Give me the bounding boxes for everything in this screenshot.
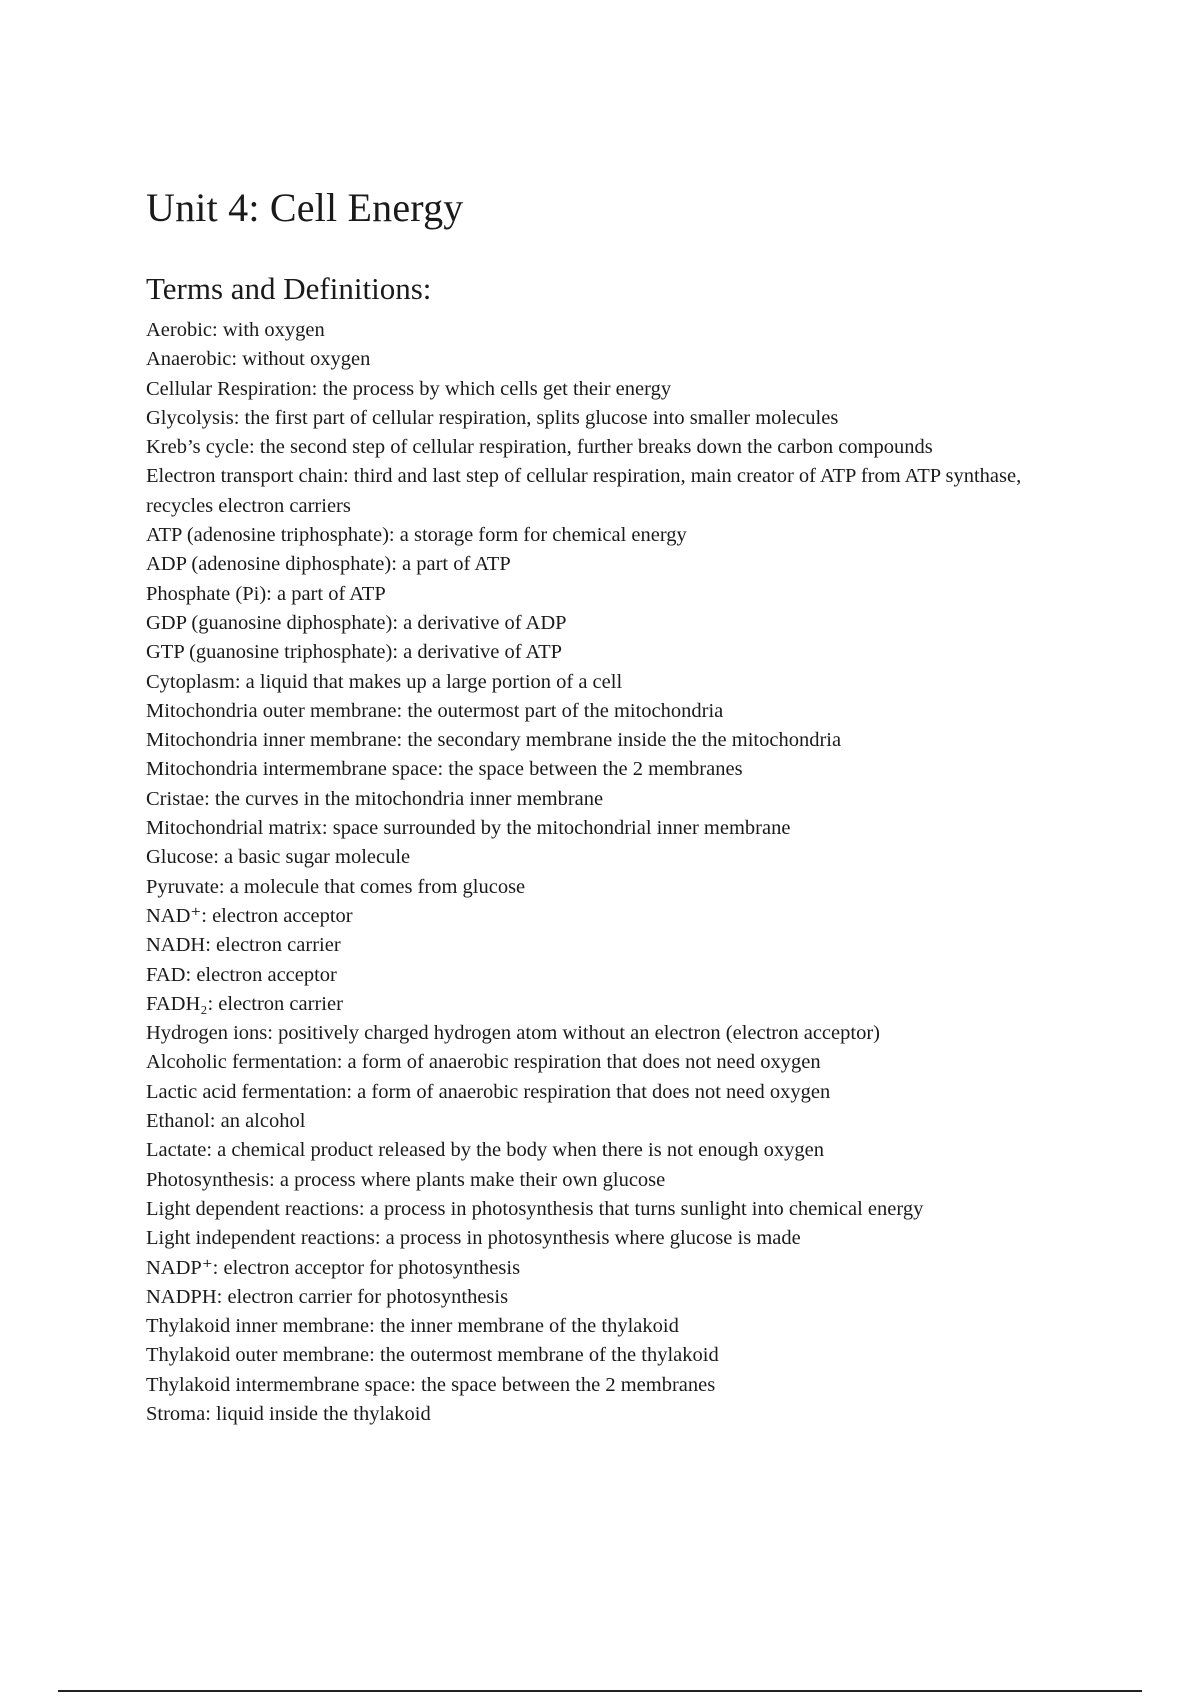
term-definition: electron acceptor xyxy=(212,904,353,927)
terms-list xyxy=(146,316,1046,1429)
term-item: Thylakoid outer membrane: the outermost membrane of the thylakoid xyxy=(146,1344,719,1367)
term-definition: a part of ATP xyxy=(276,582,386,605)
section-heading: Terms and Definitions: xyxy=(146,271,432,306)
term-name: ATP (adenosine triphosphate) xyxy=(146,524,389,547)
term-item: Anaerobic: without oxygen xyxy=(146,348,371,371)
term-definition: the outermost membrane of the thylakoid xyxy=(379,1344,719,1367)
term-item: NADP⁺: electron acceptor for photosynthesis xyxy=(146,1256,521,1279)
term-name: Electron transport chain xyxy=(146,465,343,488)
term-item: Lactate: a chemical product released by the body when there is not enough oxygen xyxy=(146,1139,824,1162)
term-item: NADH: electron carrier xyxy=(146,934,341,957)
term-name: ADP (adenosine diphosphate) xyxy=(146,553,392,576)
term-name: GTP (guanosine triphosphate) xyxy=(146,641,393,664)
term-item: Mitochondrial matrix: space surrounded by the mitochondrial inner membrane xyxy=(146,817,791,840)
term-item: Ethanol: an alcohol xyxy=(146,1110,306,1133)
term-name: Lactic acid fermentation xyxy=(146,1080,347,1103)
term-definition: electron carrier xyxy=(216,934,341,957)
term-item: Thylakoid inner membrane: the inner membrane of the thylakoid xyxy=(146,1315,679,1338)
term-name: Phosphate (Pi) xyxy=(146,582,267,605)
term-item: Thylakoid intermembrane space: the space between the 2 membranes xyxy=(146,1373,716,1396)
term-definition: the curves in the mitochondria inner membrane xyxy=(214,787,604,810)
term-name: Light independent reactions xyxy=(146,1227,375,1250)
term-definition: electron acceptor xyxy=(196,963,337,986)
term-definition: a chemical product released by the body when there is not enough oxygen xyxy=(217,1139,824,1162)
term-name: GDP (guanosine diphosphate) xyxy=(146,611,393,634)
term-definition: a liquid that makes up a large portion of a cell xyxy=(245,670,623,693)
term-definition: the space between the 2 membranes xyxy=(420,1373,716,1396)
term-name: Cytoplasm xyxy=(146,670,235,693)
term-item: Glucose: a basic sugar molecule xyxy=(146,846,411,869)
term-item: NAD⁺: electron acceptor xyxy=(146,904,353,927)
term-name: Hydrogen ions xyxy=(146,1022,268,1045)
term-item: Alcoholic fermentation: a form of anaerobic respiration that does not need oxygen xyxy=(146,1051,821,1074)
term-name: Cristae xyxy=(146,787,205,810)
term-definition: space surrounded by the mitochondrial inner membrane xyxy=(332,817,791,840)
term-item: Kreb’s cycle: the second step of cellular respiration, further breaks down the carbon compounds xyxy=(146,436,933,459)
term-item: FADH₂: electron carrier xyxy=(146,992,343,1015)
term-definition: electron acceptor for photosynthesis xyxy=(223,1256,521,1279)
term-item: Mitochondria outer membrane: the outermost part of the mitochondria xyxy=(146,699,724,722)
term-definition: an alcohol xyxy=(220,1110,306,1133)
term-definition: the outermost part of the mitochondria xyxy=(407,699,724,722)
term-name: Lactate xyxy=(146,1139,207,1162)
term-item: Stroma: liquid inside the thylakoid xyxy=(146,1402,431,1425)
term-item: GDP (guanosine diphosphate): a derivative of ADP xyxy=(146,611,567,634)
term-item: Cristae: the curves in the mitochondria inner membrane xyxy=(146,787,604,810)
term-name: Stroma xyxy=(146,1402,206,1425)
term-item: Photosynthesis: a process where plants make their own glucose xyxy=(146,1168,666,1191)
term-name: Cellular Respiration xyxy=(146,377,312,400)
term-item: Mitochondria intermembrane space: the space between the 2 membranes xyxy=(146,758,743,781)
term-definition: the second step of cellular respiration, further breaks down the carbon compounds xyxy=(259,436,933,459)
term-item: Lactic acid fermentation: a form of anaerobic respiration that does not need oxygen xyxy=(146,1080,831,1103)
term-name: NADPH xyxy=(146,1285,217,1308)
term-item: Cellular Respiration: the process by which cells get their energy xyxy=(146,377,672,400)
term-definition: without oxygen xyxy=(242,348,371,371)
term-definition: electron carrier xyxy=(218,992,343,1015)
term-name: Kreb’s cycle xyxy=(146,436,250,459)
term-definition: the secondary membrane inside the the mitochondria xyxy=(407,729,842,752)
term-name: Alcoholic fermentation xyxy=(146,1051,337,1074)
term-name: NADP⁺ xyxy=(146,1256,213,1279)
term-name: Light dependent reactions xyxy=(146,1197,359,1220)
term-definition: the inner membrane of the thylakoid xyxy=(379,1315,679,1338)
page-title: Unit 4: Cell Energy xyxy=(146,185,464,230)
term-name: NADH xyxy=(146,934,206,957)
term-name: Thylakoid inner membrane xyxy=(146,1315,370,1338)
term-definition: a form of anaerobic respiration that does not need oxygen xyxy=(357,1080,831,1103)
term-item: Phosphate (Pi): a part of ATP xyxy=(146,582,386,605)
term-definition: a molecule that comes from glucose xyxy=(229,875,526,898)
term-definition: a process in photosynthesis that turns sunlight into chemical energy xyxy=(369,1197,924,1220)
term-item: Light independent reactions: a process in photosynthesis where glucose is made xyxy=(146,1227,801,1250)
term-name: Photosynthesis xyxy=(146,1168,270,1191)
term-definition: a derivative of ADP xyxy=(403,611,567,634)
term-definition: a part of ATP xyxy=(402,553,511,576)
term-definition: a process in photosynthesis where glucose is made xyxy=(385,1227,801,1250)
term-name: Thylakoid intermembrane space xyxy=(146,1373,411,1396)
term-name: Glycolysis xyxy=(146,406,234,429)
term-item: Hydrogen ions: positively charged hydrogen atom without an electron (electron acceptor) xyxy=(146,1022,880,1045)
term-item: Cytoplasm: a liquid that makes up a large portion of a cell xyxy=(146,670,623,693)
term-definition: a form of anaerobic respiration that does not need oxygen xyxy=(347,1051,821,1074)
term-definition: electron carrier for photosynthesis xyxy=(227,1285,509,1308)
term-definition: the space between the 2 membranes xyxy=(448,758,743,781)
term-name: Mitochondrial matrix xyxy=(146,817,322,840)
term-item: GTP (guanosine triphosphate): a derivative of ATP xyxy=(146,641,563,664)
term-name: Pyruvate xyxy=(146,875,219,898)
term-item: Pyruvate: a molecule that comes from glucose xyxy=(146,875,526,898)
term-item: ATP (adenosine triphosphate): a storage form for chemical energy xyxy=(146,524,687,547)
term-definition: third and last step of cellular respiration, main creator of ATP from ATP synthase, recycles electron carriers xyxy=(146,465,1022,517)
term-item: NADPH: electron carrier for photosynthesis xyxy=(146,1285,509,1308)
term-name: FADH₂ xyxy=(146,992,208,1015)
term-definition: the first part of cellular respiration, splits glucose into smaller molecules xyxy=(244,406,839,429)
bottom-rule xyxy=(58,1690,1142,1692)
term-definition: liquid inside the thylakoid xyxy=(216,1402,431,1425)
term-name: Anaerobic xyxy=(146,348,232,371)
term-item: FAD: electron acceptor xyxy=(146,963,337,986)
term-name: Thylakoid outer membrane xyxy=(146,1344,370,1367)
term-item: Aerobic: with oxygen xyxy=(146,319,325,341)
term-item: Light dependent reactions: a process in photosynthesis that turns sunlight into chemical energy xyxy=(146,1197,924,1220)
term-name: FAD xyxy=(146,963,186,986)
term-name: Aerobic xyxy=(146,319,213,341)
term-item: ADP (adenosine diphosphate): a part of ATP xyxy=(146,553,511,576)
term-definition: a storage form for chemical energy xyxy=(399,524,687,547)
term-item: Glycolysis: the first part of cellular respiration, splits glucose into smaller molecules xyxy=(146,406,839,429)
term-definition: the process by which cells get their energy xyxy=(322,377,672,400)
term-item: Mitochondria inner membrane: the secondary membrane inside the the mitochondria xyxy=(146,729,842,752)
term-definition: a process where plants make their own glucose xyxy=(279,1168,666,1191)
term-definition: a derivative of ATP xyxy=(403,641,563,664)
term-name: Mitochondria inner membrane xyxy=(146,729,397,752)
term-name: Mitochondria outer membrane xyxy=(146,699,397,722)
term-definition: positively charged hydrogen atom without an electron (electron acceptor) xyxy=(278,1022,880,1045)
term-name: NAD⁺ xyxy=(146,904,202,927)
term-name: Ethanol xyxy=(146,1110,210,1133)
term-name: Glucose xyxy=(146,846,214,869)
term-definition: with oxygen xyxy=(222,319,325,341)
term-name: Mitochondria intermembrane space xyxy=(146,758,438,781)
term-definition: a basic sugar molecule xyxy=(224,846,411,869)
term-item: Electron transport chain: third and last step of cellular respiration, main creator of ATP from ATP synthase, recycles electron carriers xyxy=(146,465,1022,517)
